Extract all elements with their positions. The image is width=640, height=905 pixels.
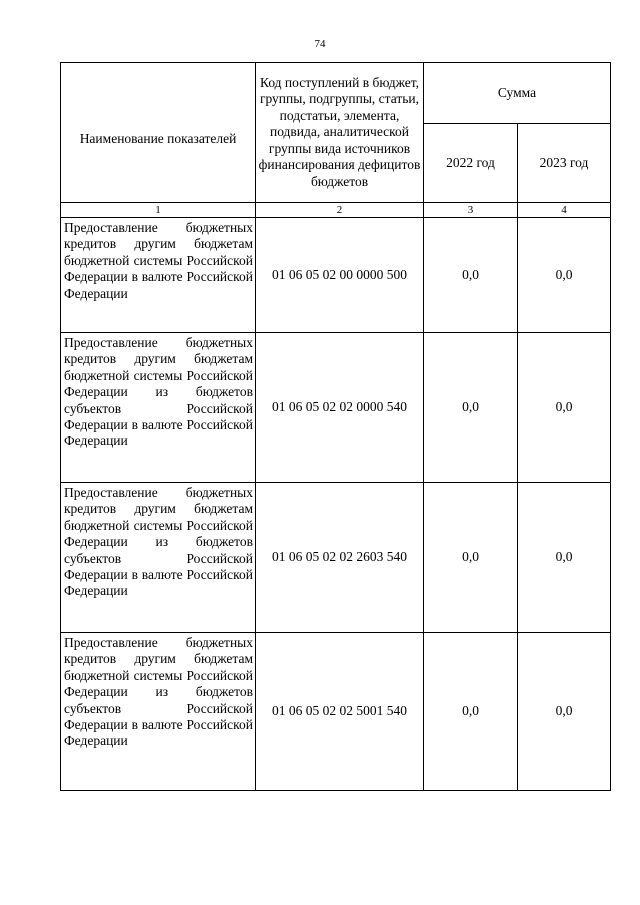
- row-value-2022: 0,0: [424, 333, 518, 483]
- row-name: Предоставление бюджетных кредитов другим бюджетам бюджетной системы Российской Федерации из бюджетов субъектов Российской Федерации в валюте Российской Федерации: [61, 633, 256, 791]
- row-value-2023: 0,0: [518, 483, 611, 633]
- row-value-2023: 0,0: [518, 333, 611, 483]
- header-sum: Сумма: [424, 63, 611, 124]
- header-year-2022: 2022 год: [424, 124, 518, 203]
- column-number: 4: [518, 203, 611, 218]
- header-code: Код поступлений в бюджет, группы, подгруппы, статьи, подстатьи, элемента, подвида, аналитической группы вида источников финансирования дефицитов бюджетов: [256, 63, 424, 203]
- column-number: 3: [424, 203, 518, 218]
- row-name: Предоставление бюджетных кредитов другим бюджетам бюджетной системы Российской Федерации в валюте Российской Федерации: [61, 218, 256, 333]
- budget-table: [60, 62, 611, 791]
- table-row: [61, 633, 611, 791]
- row-value-2022: 0,0: [424, 218, 518, 333]
- row-code: 01 06 05 02 02 5001 540: [256, 633, 424, 791]
- row-value-2023: 0,0: [518, 633, 611, 791]
- column-number: 1: [61, 203, 256, 218]
- row-code: 01 06 05 02 02 0000 540: [256, 333, 424, 483]
- row-value-2022: 0,0: [424, 483, 518, 633]
- table-row: [61, 333, 611, 483]
- table-row: [61, 218, 611, 333]
- row-name: Предоставление бюджетных кредитов другим бюджетам бюджетной системы Российской Федерации из бюджетов субъектов Российской Федерации в валюте Российской Федерации: [61, 483, 256, 633]
- column-number-row: [61, 203, 611, 218]
- column-number: 2: [256, 203, 424, 218]
- row-name: Предоставление бюджетных кредитов другим бюджетам бюджетной системы Российской Федерации из бюджетов субъектов Российской Федерации в валюте Российской Федерации: [61, 333, 256, 483]
- row-value-2022: 0,0: [424, 633, 518, 791]
- table-row: [61, 483, 611, 633]
- header-name: Наименование показателей: [61, 63, 256, 203]
- page-number: 74: [314, 38, 326, 50]
- row-code: 01 06 05 02 00 0000 500: [256, 218, 424, 333]
- row-code: 01 06 05 02 02 2603 540: [256, 483, 424, 633]
- row-value-2023: 0,0: [518, 218, 611, 333]
- header-year-2023: 2023 год: [518, 124, 611, 203]
